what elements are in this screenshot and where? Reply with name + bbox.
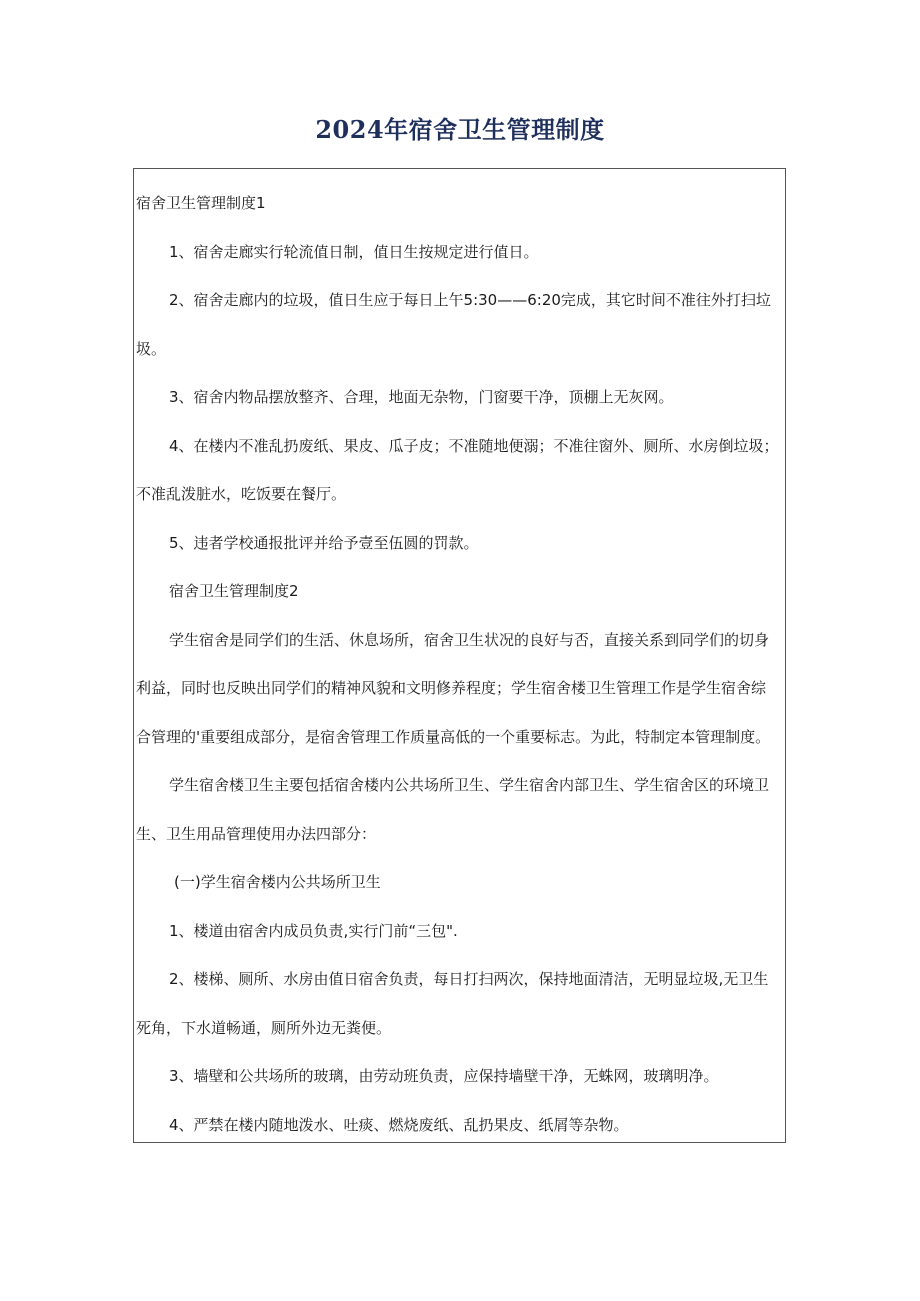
paragraph-line: 死角，下水道畅通，厕所外边无粪便。 [136,1019,392,1037]
paragraph-line: 生、卫生用品管理使用办法四部分： [136,825,377,843]
paragraph-line: 2、楼梯、厕所、水房由值日宿舍负责，每日打扫两次，保持地面清洁，无明显垃圾,无卫生 [169,970,769,988]
document-title: 2024年宿舍卫生管理制度 [315,115,605,144]
paragraph-line: 3、墙壁和公共场所的玻璃，由劳动班负责，应保持墙壁干净，无蛛网，玻璃明净。 [169,1067,719,1085]
paragraph-line: 1、楼道由宿舍内成员负责,实行门前“三包". [169,922,458,940]
paragraph-line: 5、违者学校通报批评并给予壹至伍圆的罚款。 [169,534,479,552]
paragraph-line: 合管理的'重要组成部分，是宿舍管理工作质量高低的一个重要标志。为此，特制定本管理制度。 [136,728,771,746]
section-heading-1: 宿舍卫生管理制度1 [136,194,266,212]
paragraph-line: 2、宿舍走廊内的垃圾，值日生应于每日上午5:30——6:20完成，其它时间不准往外打扫垃 [169,291,771,309]
paragraph-line: 4、在楼内不准乱扔废纸、果皮、瓜子皮；不准随地便溺；不准往窗外、厕所、水房倒垃圾； [169,437,779,455]
paragraph-line: 学生宿舍楼卫生主要包括宿舍楼内公共场所卫生、学生宿舍内部卫生、学生宿舍区的环境卫 [169,776,770,794]
paragraph-line: 1、宿舍走廊实行轮流值日制，值日生按规定进行值日。 [169,243,539,261]
subsection-heading: (一)学生宿舍楼内公共场所卫生 [174,873,381,891]
paragraph-line: 利益，同时也反映出同学们的精神风貌和文明修养程度；学生宿舍楼卫生管理工作是学生宿舍综 [136,679,767,697]
content-box [133,168,786,1143]
paragraph-line: 学生宿舍是同学们的生活、休息场所，宿舍卫生状况的良好与否，直接关系到同学们的切身 [169,631,770,649]
paragraph-line: 4、严禁在楼内随地泼水、吐痰、燃烧废纸、乱扔果皮、纸屑等杂物。 [169,1116,629,1134]
section-heading-2: 宿舍卫生管理制度2 [169,582,299,600]
paragraph-line: 不准乱泼脏水，吃饭要在餐厅。 [136,485,347,503]
paragraph-line: 3、宿舍内物品摆放整齐、合理，地面无杂物，门窗要干净，顶棚上无灰网。 [169,388,674,406]
paragraph-line: 圾。 [136,340,167,358]
